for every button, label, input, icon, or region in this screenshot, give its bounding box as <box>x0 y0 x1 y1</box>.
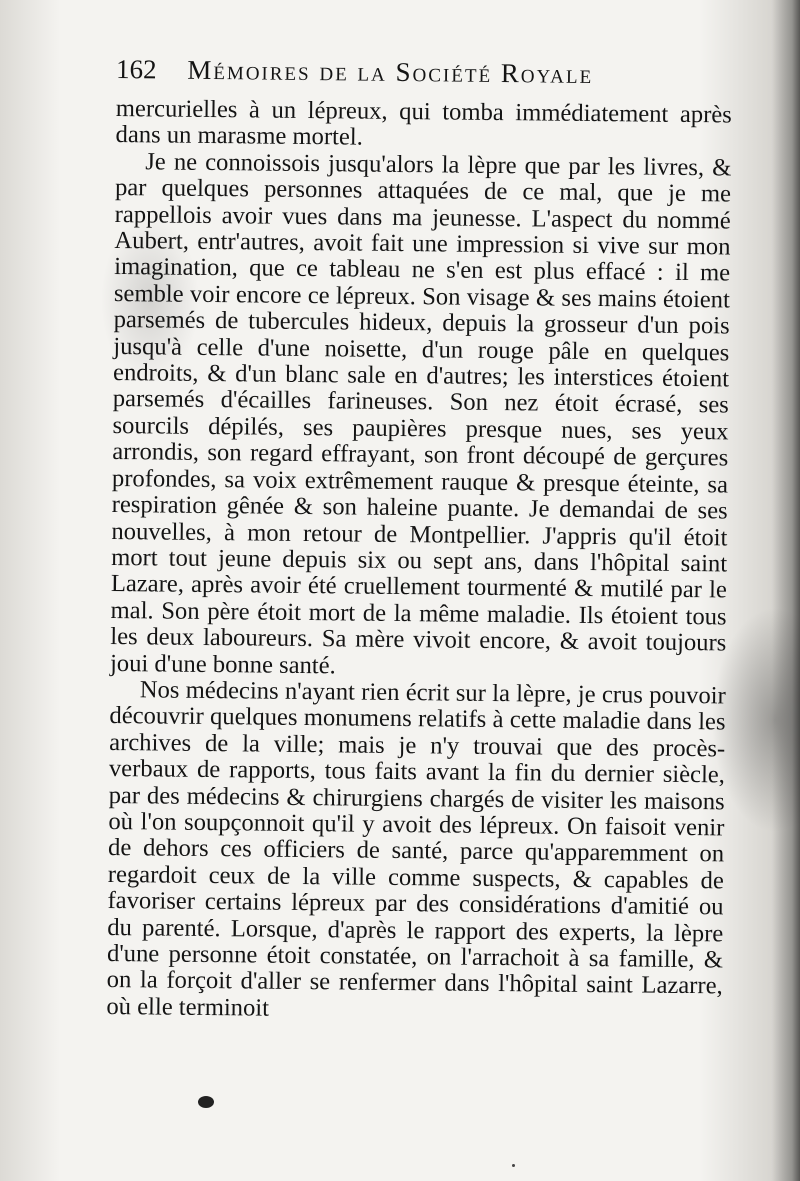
paragraph-archives: Nos médecins n'ayant rien écrit sur la lèpre, je crus pouvoir découvrir quelques monumens relatifs à cette maladie dans les archives de la ville; mais je n'y trouvai que des procès-verbaux de rapports, tous faits avant la fin du dernier siècle, par des médecins & chirurgiens chargés de visiter les maisons où l'on soupçonnoit qu'il y avoit des lépreux. On faisoit venir de dehors ces officiers de santé, parce qu'apparemment on regardoit ceux de la ville comme suspects, & capables de favoriser certains lépreux par des considérations d'amitié ou du parenté. Lorsque, d'après le rapport des experts, la lèpre d'une personne étoit constatée, on l'arrachoit à sa famille, & on la forçoit d'aller se renfermer dans l'hôpital saint Lazarre, où elle terminoit <box>106 676 726 1022</box>
body-text <box>106 96 732 1027</box>
paragraph-continuation: mercurielles à un lépreux, qui tomba immédiatement après dans un marasme mortel. <box>115 95 732 151</box>
ink-blot <box>198 1096 214 1108</box>
ink-speck <box>512 1164 515 1167</box>
page-number: 162 <box>115 54 157 85</box>
paragraph-aubert: Je ne connoissois jusqu'alors la lèpre que par les livres, & par quelques personnes attaquées de ce mal, que je me rappellois avoir vues dans ma jeunesse. L'aspect du nommé Aubert, entr'autres, avoit fait une impression si vive sur mon imagination, que ce tableau ne s'en est plus effacé : il me semble voir encore ce lépreux. Son visage & ses mains étoient parsemés de tubercules hideux, depuis la grosseur d'un pois jusqu'à celle d'une noisette, d'un rouge pâle en quelques endroits, & d'un blanc sale en d'autres; les interstices étoient parsemés d'écailles farineuses. Son nez étoit écrasé, ses sourcils dépilés, ses paupières presque nues, ses yeux arrondis, son regard effrayant, son front découpé de gerçures profondes, sa voix extrêmement rauque & presque éteinte, sa respiration gênée & son haleine puante. Je demandai de ses nouvelles, à mon retour de Montpellier. J'appris qu'il étoit mort tout jeune depuis six ou sept ans, dans l'hôpital saint Lazare, après avoir été cruellement tourmenté & mutilé par le mal. Son père étoit mort de la même maladie. Ils étoient tous les deux laboureurs. Sa mère vivoit encore, & avoit toujours joui d'une bonne santé. <box>109 148 732 679</box>
running-header <box>116 54 676 100</box>
running-title: Mémoires de la Société Royale <box>187 54 594 89</box>
page-binding-shadow <box>772 0 800 1181</box>
